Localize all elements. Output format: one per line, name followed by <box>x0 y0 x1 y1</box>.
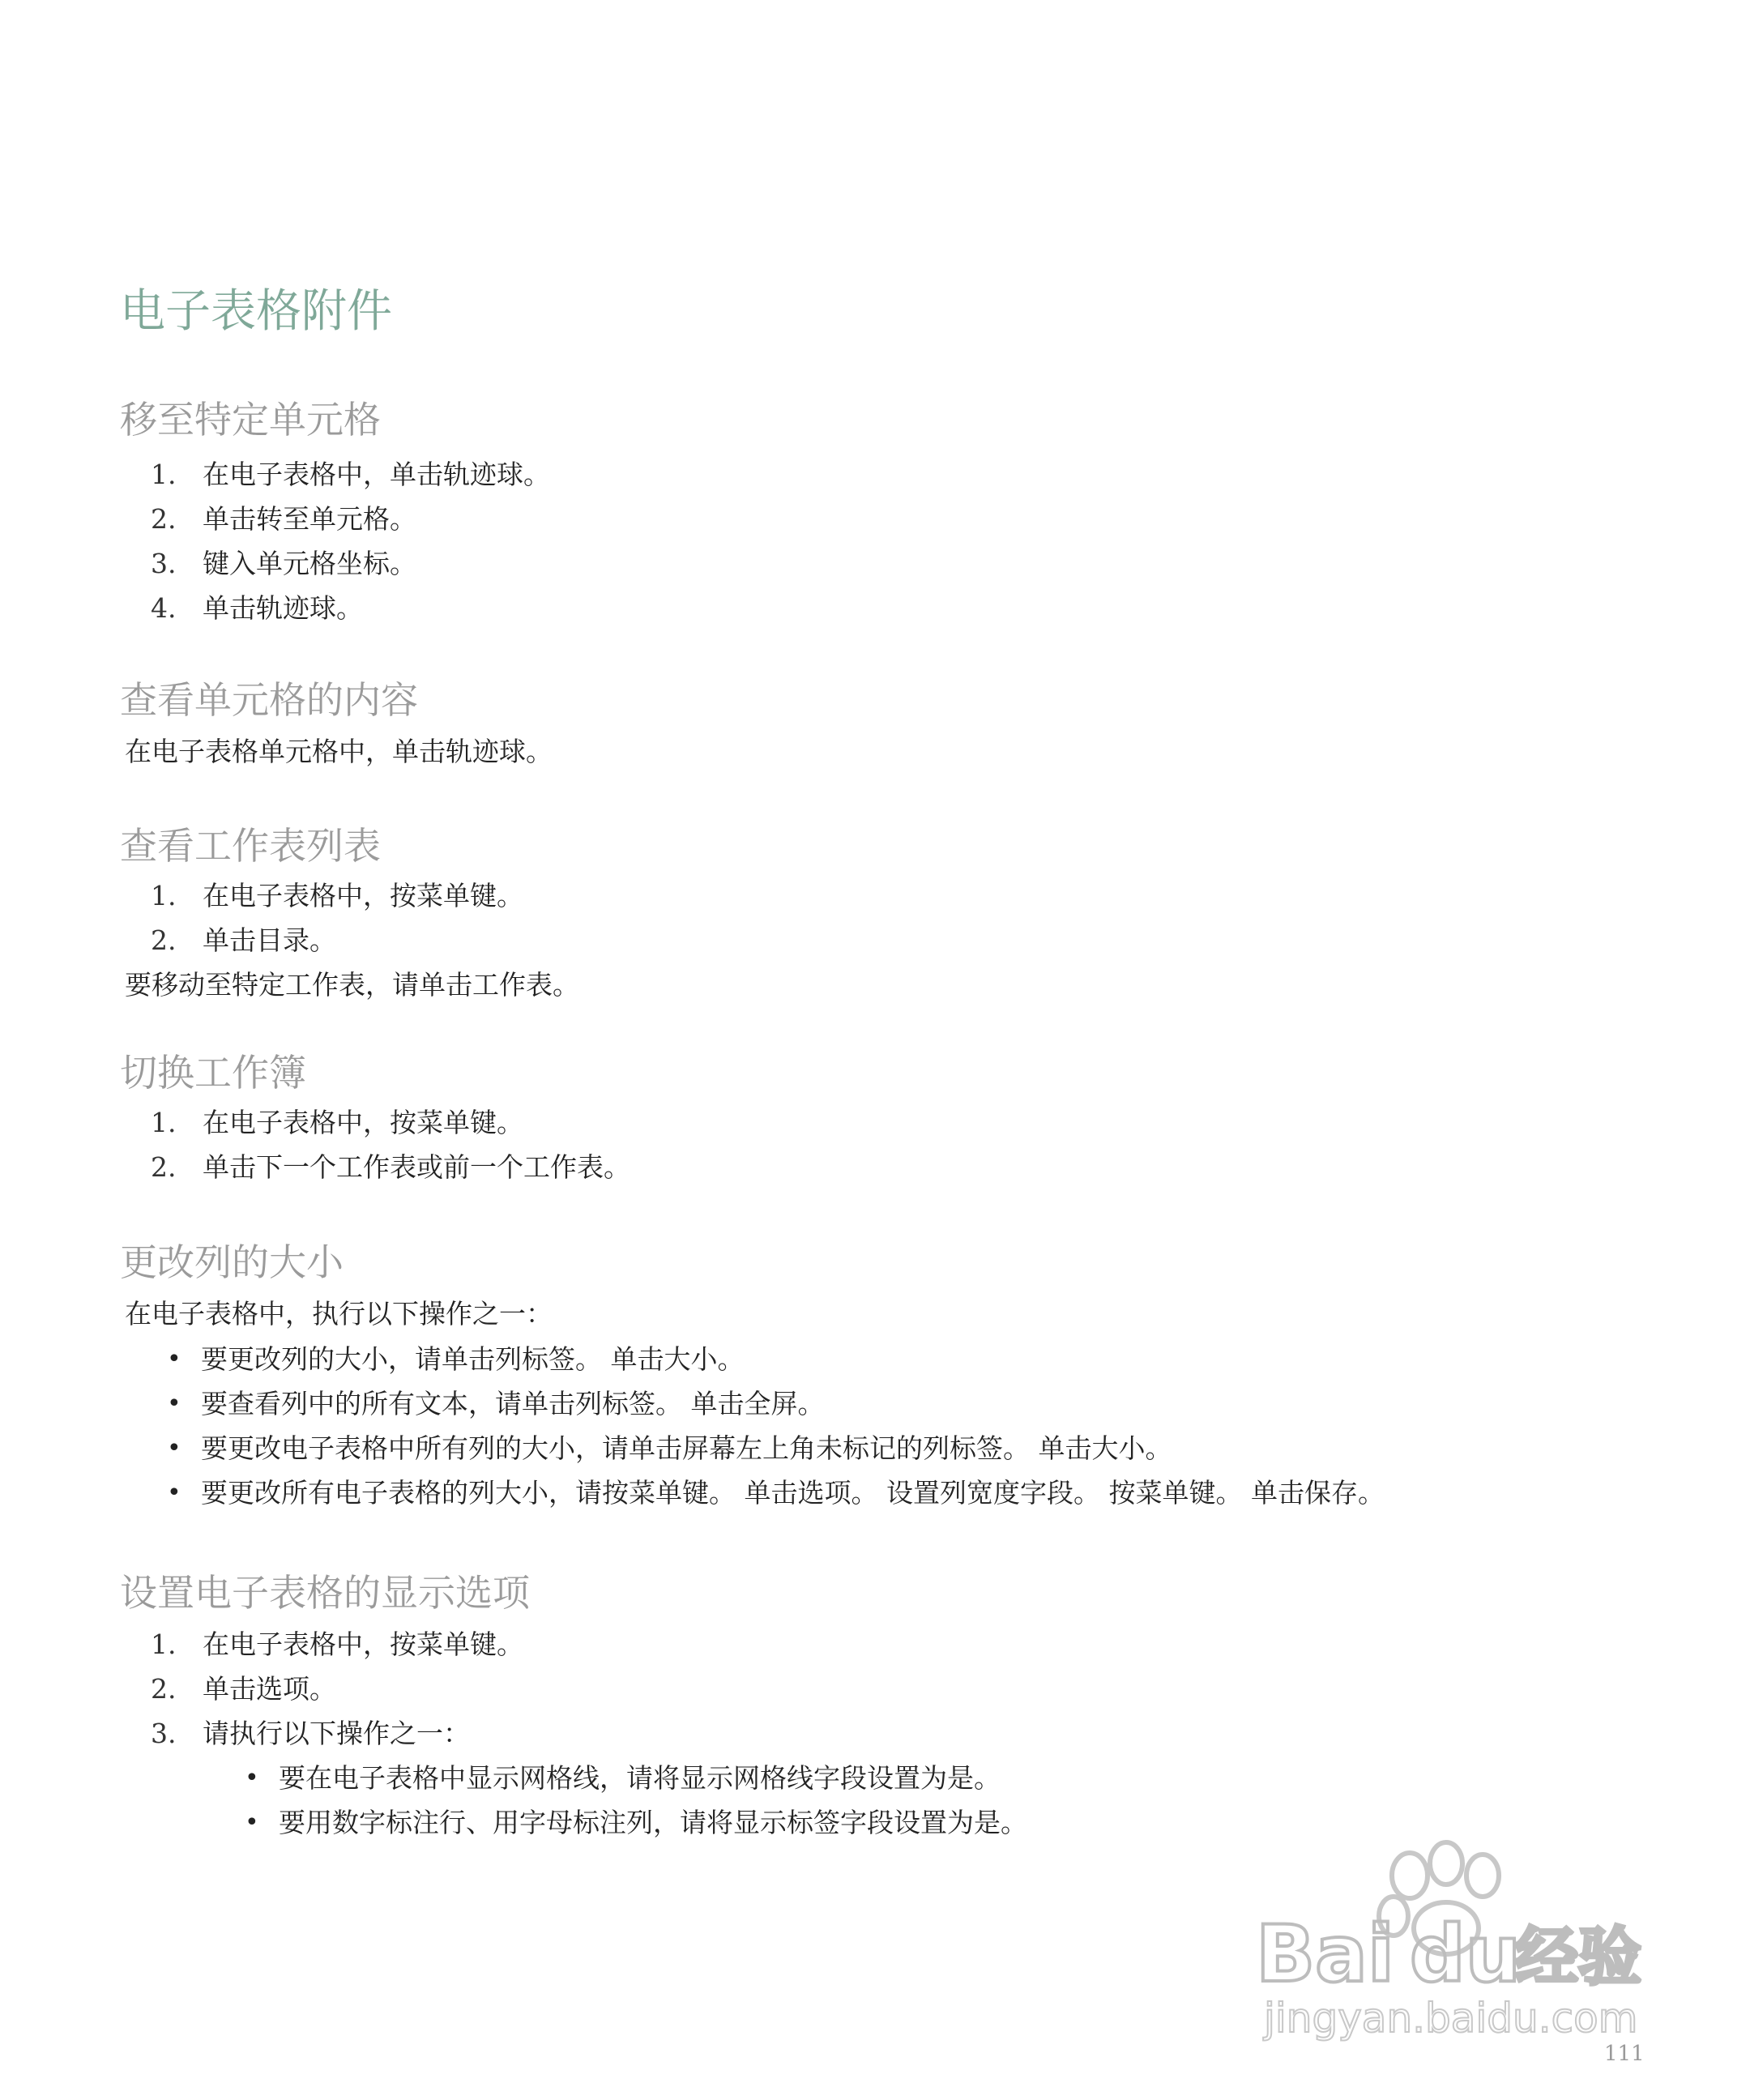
svg-text:Bai: Bai <box>1256 1909 1394 2000</box>
svg-text:经验: 经验 <box>1515 1921 1642 1994</box>
section-heading-worksheet-list: 查看工作表列表 <box>120 824 381 868</box>
svg-text:jingyan.baidu.com: jingyan.baidu.com <box>1264 1995 1638 2042</box>
paw-logo-icon <box>1248 1839 1653 2042</box>
page-number: 111 <box>1604 2042 1645 2066</box>
svg-text:du: du <box>1410 1909 1522 2000</box>
section-heading-display-options: 设置电子表格的显示选项 <box>120 1571 530 1615</box>
section-heading-view-cell: 查看单元格的内容 <box>120 678 418 722</box>
section-heading-move-to-cell: 移至特定单元格 <box>120 398 381 442</box>
section-heading-switch-workbook: 切换工作簿 <box>120 1051 306 1095</box>
view-cell-text: 在电子表格单元格中，单击轨迹球。 <box>125 736 553 767</box>
section-heading-resize-column: 更改列的大小 <box>120 1240 344 1284</box>
worksheet-list-note: 要移动至特定工作表，请单击工作表。 <box>125 969 579 1001</box>
baidu-watermark <box>1248 1839 1653 2042</box>
page-title: 电子表格附件 <box>120 285 392 338</box>
resize-intro: 在电子表格中，执行以下操作之一： <box>125 1298 553 1330</box>
